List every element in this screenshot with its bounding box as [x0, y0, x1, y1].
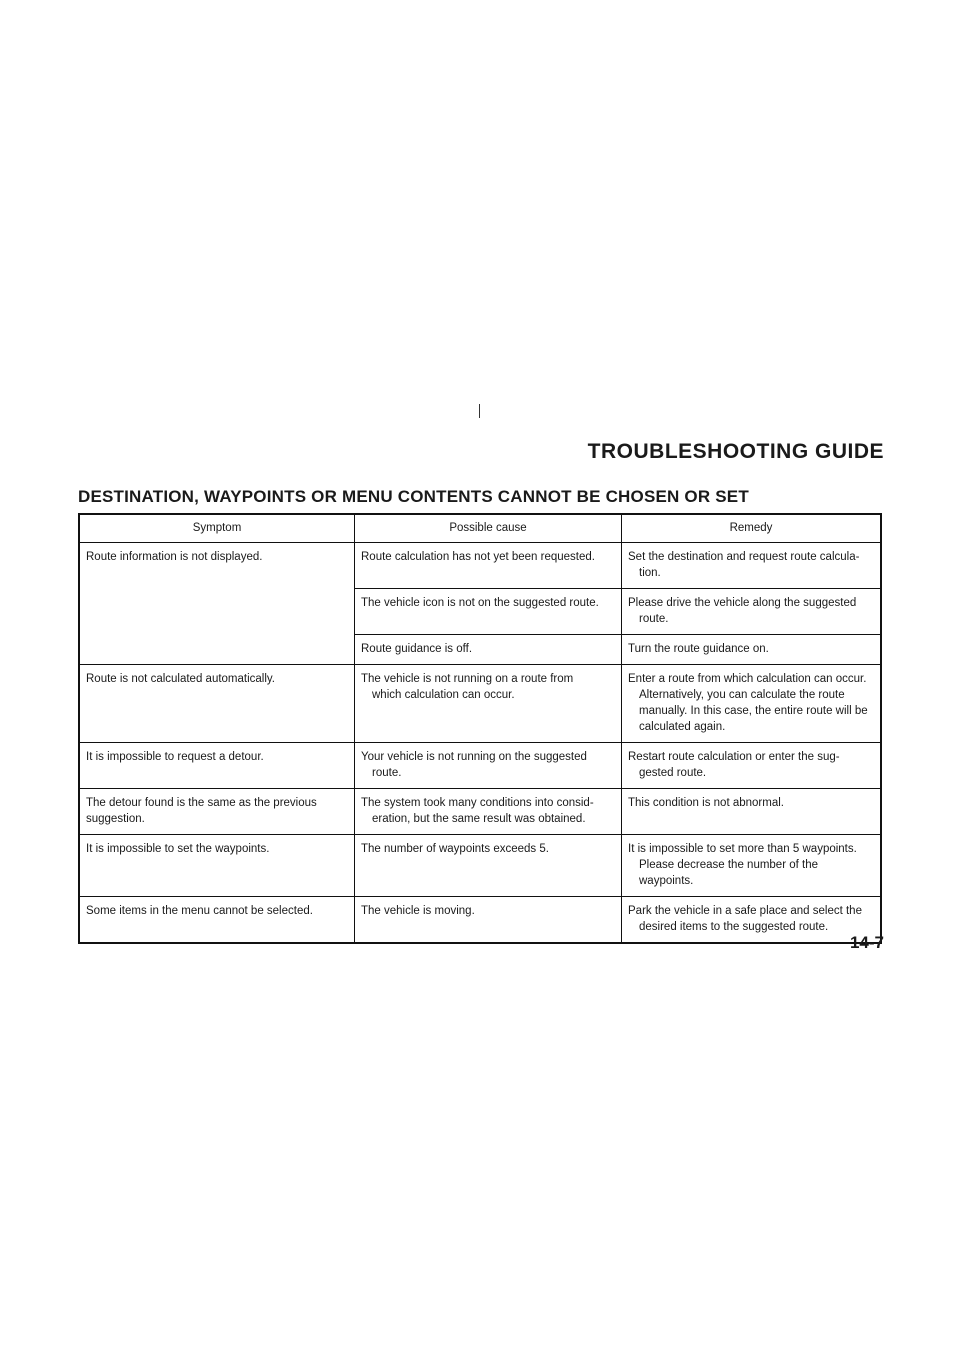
table-row: [79, 897, 881, 944]
troubleshooting-table: [78, 513, 882, 944]
remedy-cell: [622, 897, 882, 944]
cause-cell-line: The vehicle icon is not on the suggested route.: [361, 597, 599, 609]
symptom-cell: Route information is not displayed.: [79, 543, 355, 665]
cause-cell-line: route.: [372, 767, 402, 779]
cause-cell-line: eration, but the same result was obtained.: [372, 813, 586, 825]
remedy-cell-line: Restart route calculation or enter the sug-: [628, 751, 840, 763]
remedy-cell-line: Please drive the vehicle along the suggested: [628, 597, 857, 609]
remedy-cell-line: tion.: [639, 567, 661, 579]
remedy-cell-line: Park the vehicle in a safe place and select the: [628, 905, 862, 917]
remedy-cell-line: calculated again.: [639, 721, 726, 733]
cause-cell-line: which calculation can occur.: [372, 689, 515, 701]
table-header-row: [79, 514, 881, 543]
remedy-cell-line: gested route.: [639, 767, 707, 779]
symptom-cell: Route is not calculated automatically.: [79, 665, 355, 743]
cause-cell-line: Route calculation has not yet been requested.: [361, 551, 595, 563]
section-title: DESTINATION, WAYPOINTS OR MENU CONTENTS CANNOT BE CHOSEN OR SET: [78, 487, 749, 506]
remedy-cell: [622, 589, 882, 635]
table-body: [79, 543, 881, 944]
remedy-cell: [622, 543, 882, 589]
remedy-cell: [622, 789, 882, 835]
table-row: [79, 835, 881, 897]
remedy-cell: [622, 835, 882, 897]
page-number: 14-7: [849, 933, 884, 952]
symptom-cell: The detour found is the same as the previous suggestion.: [79, 789, 355, 835]
cause-cell: [355, 543, 622, 589]
table-row: [79, 665, 881, 743]
margin-mark: [479, 404, 480, 418]
header-remedy: Remedy: [622, 514, 882, 543]
symptom-cell: It is impossible to request a detour.: [79, 743, 355, 789]
cause-cell-line: The vehicle is moving.: [361, 905, 475, 917]
cause-cell-line: The number of waypoints exceeds 5.: [361, 843, 549, 855]
table-row: [79, 543, 881, 589]
header-possible-cause: Possible cause: [355, 514, 622, 543]
cause-cell: [355, 897, 622, 944]
cause-cell-line: Your vehicle is not running on the suggested: [361, 751, 587, 763]
remedy-cell-line: Set the destination and request route calcula-: [628, 551, 860, 563]
cause-cell-line: The vehicle is not running on a route from: [361, 673, 574, 685]
remedy-cell-line: manually. In this case, the entire route will be: [639, 705, 868, 717]
cause-cell: [355, 743, 622, 789]
remedy-cell: [622, 743, 882, 789]
remedy-cell: [622, 635, 882, 665]
table-row: [79, 743, 881, 789]
cause-cell: [355, 835, 622, 897]
remedy-cell-line: Alternatively, you can calculate the route: [639, 689, 845, 701]
remedy-cell-line: It is impossible to set more than 5 waypoints.: [628, 843, 857, 855]
cause-cell: [355, 665, 622, 743]
cause-cell-line: The system took many conditions into consid-: [361, 797, 594, 809]
header-symptom: Symptom: [79, 514, 355, 543]
symptom-cell: It is impossible to set the waypoints.: [79, 835, 355, 897]
cause-cell: [355, 589, 622, 635]
remedy-cell-line: desired items to the suggested route.: [639, 921, 829, 933]
symptom-cell: Some items in the menu cannot be selected.: [79, 897, 355, 944]
table-row: [79, 789, 881, 835]
cause-cell-line: Route guidance is off.: [361, 643, 473, 655]
remedy-cell: [622, 665, 882, 743]
chapter-title: TROUBLESHOOTING GUIDE: [587, 440, 884, 463]
cause-cell: [355, 789, 622, 835]
remedy-cell-line: This condition is not abnormal.: [628, 797, 784, 809]
cause-cell: [355, 635, 622, 665]
remedy-cell-line: Please decrease the number of the waypoints.: [639, 859, 819, 887]
remedy-cell-line: Enter a route from which calculation can occur.: [628, 673, 867, 685]
remedy-cell-line: route.: [639, 613, 669, 625]
remedy-cell-line: Turn the route guidance on.: [628, 643, 769, 655]
